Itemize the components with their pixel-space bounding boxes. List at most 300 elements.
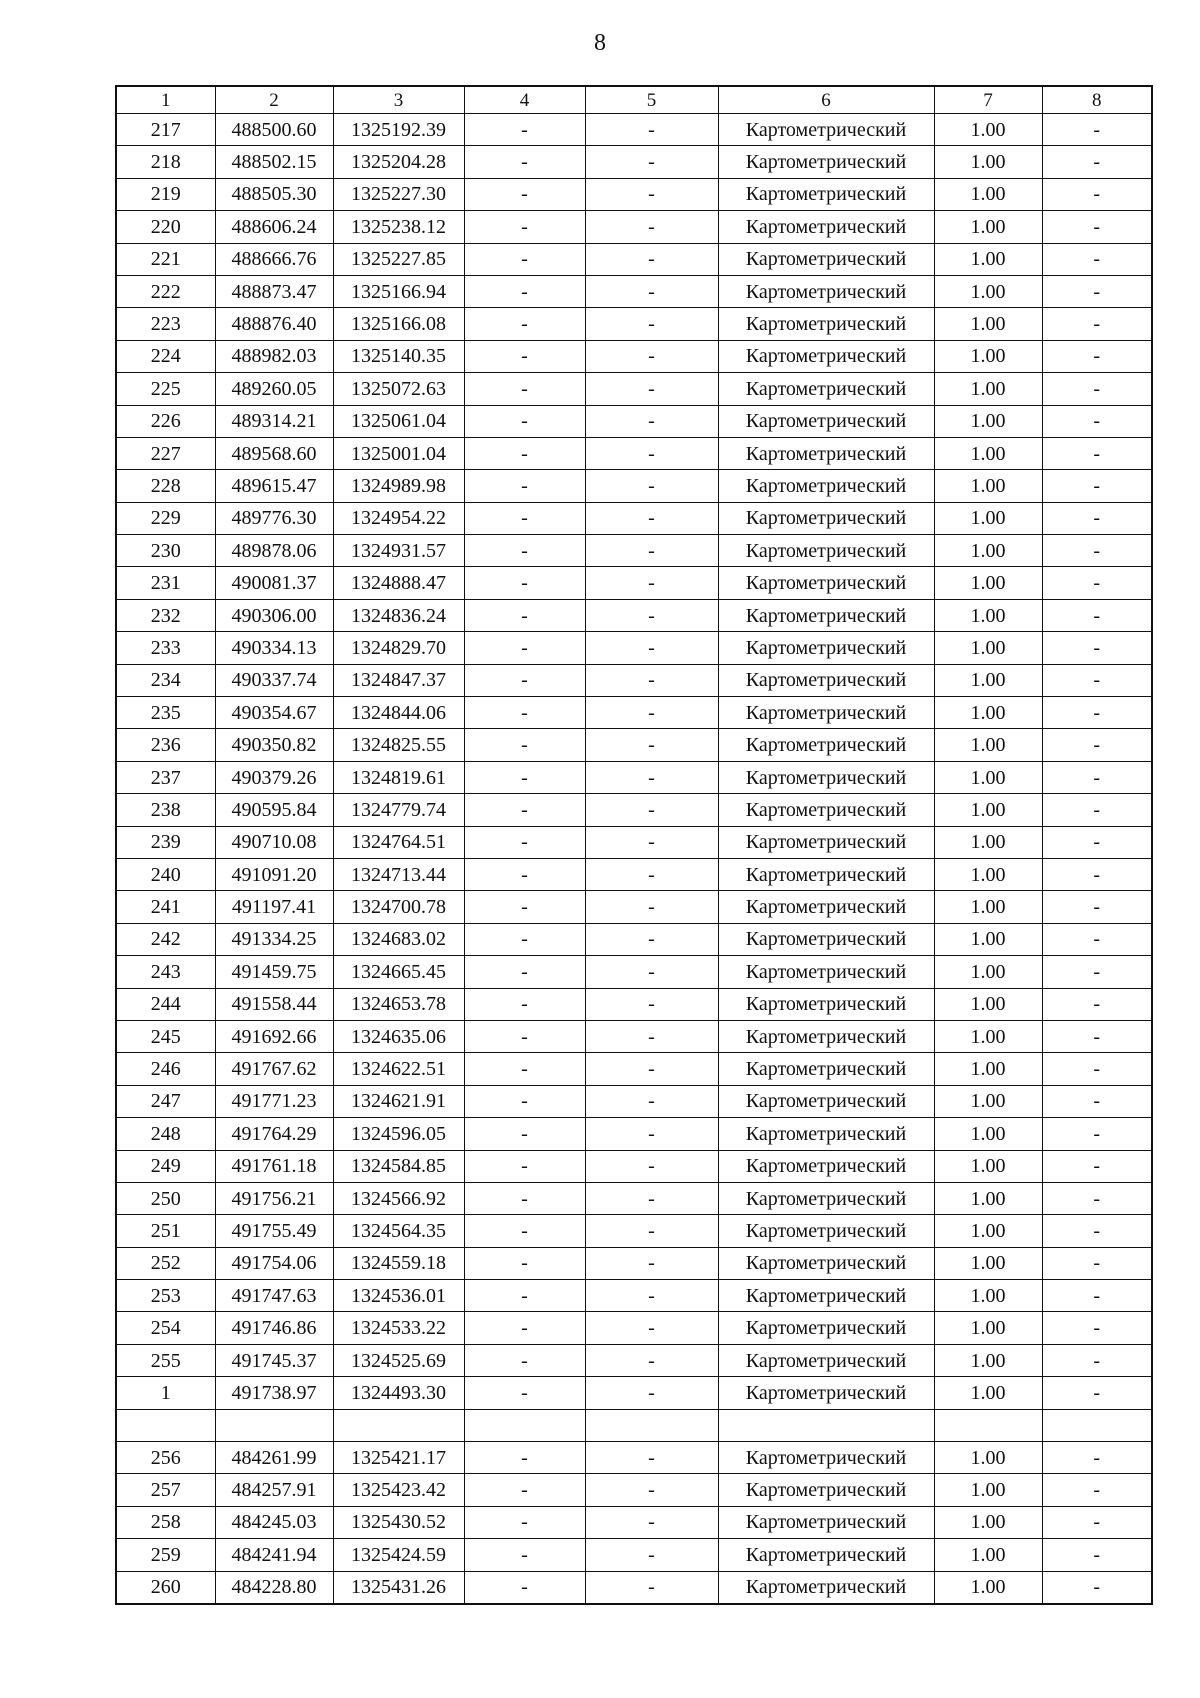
table-cell: Картометрический	[718, 599, 934, 631]
table-cell: -	[585, 1344, 718, 1376]
table-cell: -	[585, 923, 718, 955]
table-cell: 1.00	[934, 632, 1042, 664]
table-cell: 1.00	[934, 340, 1042, 372]
table-row	[116, 1344, 1152, 1376]
table-cell: -	[464, 405, 585, 437]
table-cell: 488876.40	[215, 308, 333, 340]
table-cell: Картометрический	[718, 956, 934, 988]
table-row	[116, 664, 1152, 696]
table-cell: Картометрический	[718, 114, 934, 146]
table-cell: -	[464, 891, 585, 923]
table-cell: 1324829.70	[333, 632, 464, 664]
table-cell: Картометрический	[718, 243, 934, 275]
table-cell: -	[464, 923, 585, 955]
column-header: 8	[1042, 86, 1152, 114]
table-cell: Картометрический	[718, 1474, 934, 1506]
table-cell: Картометрический	[718, 1053, 934, 1085]
table-cell: 1.00	[934, 275, 1042, 307]
table-cell: 255	[116, 1344, 215, 1376]
table-cell: 1324931.57	[333, 535, 464, 567]
table-cell: 1325166.94	[333, 275, 464, 307]
table-cell: 1325424.59	[333, 1539, 464, 1571]
table-cell: -	[1042, 956, 1152, 988]
table-cell: -	[1042, 729, 1152, 761]
table-cell: -	[585, 1085, 718, 1117]
table-cell: -	[464, 1085, 585, 1117]
table-cell: 1.00	[934, 923, 1042, 955]
table-cell: -	[1042, 1312, 1152, 1344]
table-row	[116, 211, 1152, 243]
table-cell: -	[1042, 1539, 1152, 1571]
table-cell: 488500.60	[215, 114, 333, 146]
table-cell: 1324819.61	[333, 761, 464, 793]
table-cell: -	[1042, 146, 1152, 178]
table-cell: -	[585, 1182, 718, 1214]
table-cell: -	[1042, 1215, 1152, 1247]
table-cell: 491761.18	[215, 1150, 333, 1182]
table-cell: Картометрический	[718, 146, 934, 178]
table-cell	[1042, 1409, 1152, 1441]
table-cell: 1325431.26	[333, 1571, 464, 1604]
table-cell: 491745.37	[215, 1344, 333, 1376]
table-cell	[215, 1409, 333, 1441]
table-cell: -	[1042, 275, 1152, 307]
table-cell: -	[464, 1506, 585, 1538]
table-cell: Картометрический	[718, 1377, 934, 1409]
table-cell: -	[585, 1020, 718, 1052]
table-cell: -	[464, 1118, 585, 1150]
table-cell: Картометрический	[718, 1150, 934, 1182]
table-cell: 254	[116, 1312, 215, 1344]
table-cell: 233	[116, 632, 215, 664]
table-cell: -	[585, 664, 718, 696]
table-cell: Картометрический	[718, 1280, 934, 1312]
table-cell: Картометрический	[718, 502, 934, 534]
table-cell: 247	[116, 1085, 215, 1117]
table-cell: 1325001.04	[333, 437, 464, 469]
table-row	[116, 988, 1152, 1020]
table-cell: 491764.29	[215, 1118, 333, 1150]
table-cell: 491738.97	[215, 1377, 333, 1409]
table-cell: -	[1042, 826, 1152, 858]
table-cell: -	[585, 632, 718, 664]
table-row	[116, 1474, 1152, 1506]
table-cell: 257	[116, 1474, 215, 1506]
table-cell: 1.00	[934, 1020, 1042, 1052]
table-cell: -	[1042, 114, 1152, 146]
table-cell: Картометрический	[718, 923, 934, 955]
table-cell: 251	[116, 1215, 215, 1247]
table-cell: -	[585, 1506, 718, 1538]
table-cell	[464, 1409, 585, 1441]
table-cell: -	[1042, 535, 1152, 567]
table-cell: -	[1042, 632, 1152, 664]
table-cell: -	[585, 243, 718, 275]
table-cell: Картометрический	[718, 1442, 934, 1474]
table-cell: 219	[116, 178, 215, 210]
table-cell: 1.00	[934, 664, 1042, 696]
table-cell: 1325430.52	[333, 1506, 464, 1538]
table-cell: 1.00	[934, 729, 1042, 761]
table-cell: 491746.86	[215, 1312, 333, 1344]
table-cell: 489878.06	[215, 535, 333, 567]
table-cell	[116, 1409, 215, 1441]
table-cell: -	[585, 761, 718, 793]
table-cell: 491771.23	[215, 1085, 333, 1117]
table-cell: -	[464, 437, 585, 469]
table-cell: 1.00	[934, 599, 1042, 631]
table-cell: 256	[116, 1442, 215, 1474]
table-row	[116, 697, 1152, 729]
table-cell: 1.00	[934, 988, 1042, 1020]
table-cell: 248	[116, 1118, 215, 1150]
table-cell: 484241.94	[215, 1539, 333, 1571]
table-cell: -	[464, 178, 585, 210]
table-cell: 1324536.01	[333, 1280, 464, 1312]
table-row	[116, 794, 1152, 826]
table-row	[116, 243, 1152, 275]
column-header: 7	[934, 86, 1042, 114]
table-cell: 227	[116, 437, 215, 469]
table-cell: -	[464, 988, 585, 1020]
table-cell: 222	[116, 275, 215, 307]
table-row	[116, 761, 1152, 793]
table-cell: 225	[116, 373, 215, 405]
table-cell: Картометрический	[718, 858, 934, 890]
table-cell: 488502.15	[215, 146, 333, 178]
table-cell: -	[1042, 988, 1152, 1020]
table-row	[116, 923, 1152, 955]
table-cell: 1.00	[934, 697, 1042, 729]
table-cell: -	[585, 891, 718, 923]
table-cell: -	[1042, 1020, 1152, 1052]
table-cell: -	[1042, 1150, 1152, 1182]
table-row	[116, 1053, 1152, 1085]
table-cell: -	[464, 826, 585, 858]
table-row	[116, 405, 1152, 437]
table-cell: 1.00	[934, 1474, 1042, 1506]
table-cell: 1.00	[934, 243, 1042, 275]
table-cell: -	[464, 761, 585, 793]
table-cell: -	[585, 1539, 718, 1571]
table-cell: 1.00	[934, 1182, 1042, 1214]
table-cell: 245	[116, 1020, 215, 1052]
table-cell: -	[464, 535, 585, 567]
table-cell: Картометрический	[718, 1215, 934, 1247]
table-cell: 491459.75	[215, 956, 333, 988]
table-cell: 1325423.42	[333, 1474, 464, 1506]
table-cell: -	[1042, 308, 1152, 340]
table-cell: 1324559.18	[333, 1247, 464, 1279]
table-cell: -	[585, 599, 718, 631]
table-cell: -	[464, 1182, 585, 1214]
table-row	[116, 146, 1152, 178]
table-row	[116, 1150, 1152, 1182]
table-cell: -	[585, 567, 718, 599]
table-cell: 1324888.47	[333, 567, 464, 599]
table-cell: -	[1042, 1474, 1152, 1506]
table-cell: 1324566.92	[333, 1182, 464, 1214]
table-cell: -	[464, 1539, 585, 1571]
table-cell: 236	[116, 729, 215, 761]
table-row	[116, 1409, 1152, 1441]
table-cell: Картометрический	[718, 1118, 934, 1150]
table-cell: 1324779.74	[333, 794, 464, 826]
coordinates-table	[115, 85, 1153, 1605]
table-cell: 1324564.35	[333, 1215, 464, 1247]
table-cell: 234	[116, 664, 215, 696]
table-cell: 1.00	[934, 1118, 1042, 1150]
table-cell: 1.00	[934, 405, 1042, 437]
table-cell: 1.00	[934, 1215, 1042, 1247]
table-cell: Картометрический	[718, 826, 934, 858]
table-cell: -	[585, 1280, 718, 1312]
table-row	[116, 1215, 1152, 1247]
table-cell: 1325166.08	[333, 308, 464, 340]
table-cell: 1.00	[934, 502, 1042, 534]
table-cell: 1325421.17	[333, 1442, 464, 1474]
table-cell: -	[1042, 923, 1152, 955]
table-cell: 491334.25	[215, 923, 333, 955]
table-cell: -	[585, 826, 718, 858]
table-cell: -	[585, 373, 718, 405]
table-row	[116, 437, 1152, 469]
column-header: 4	[464, 86, 585, 114]
table-cell: Картометрический	[718, 470, 934, 502]
table-cell: -	[464, 275, 585, 307]
table-cell: -	[1042, 1571, 1152, 1604]
table-cell: 1325192.39	[333, 114, 464, 146]
table-cell: 229	[116, 502, 215, 534]
table-cell: 1324622.51	[333, 1053, 464, 1085]
table-cell: -	[585, 340, 718, 372]
table-cell: 1.00	[934, 1344, 1042, 1376]
table-cell: -	[464, 114, 585, 146]
table-cell: Картометрический	[718, 1085, 934, 1117]
table-cell: -	[464, 1474, 585, 1506]
table-cell: Картометрический	[718, 664, 934, 696]
table-cell: 484257.91	[215, 1474, 333, 1506]
table-cell: -	[464, 1053, 585, 1085]
table-cell: -	[464, 1280, 585, 1312]
table-cell: -	[464, 146, 585, 178]
table-cell: -	[1042, 891, 1152, 923]
table-cell	[934, 1409, 1042, 1441]
table-cell: -	[464, 308, 585, 340]
page-number: 8	[594, 30, 606, 56]
table-cell: 484228.80	[215, 1571, 333, 1604]
table-cell: 1325227.85	[333, 243, 464, 275]
table-cell: 1324825.55	[333, 729, 464, 761]
table-cell: 490595.84	[215, 794, 333, 826]
column-header: 3	[333, 86, 464, 114]
table-cell: -	[1042, 373, 1152, 405]
table-cell: 488873.47	[215, 275, 333, 307]
table-cell: 224	[116, 340, 215, 372]
table-cell: 1.00	[934, 114, 1042, 146]
table-cell: 1.00	[934, 1539, 1042, 1571]
table-cell: 1.00	[934, 826, 1042, 858]
table-cell: 489314.21	[215, 405, 333, 437]
table-cell: 1324683.02	[333, 923, 464, 955]
table-cell: 490334.13	[215, 632, 333, 664]
table-cell: Картометрический	[718, 1539, 934, 1571]
table-cell: Картометрический	[718, 373, 934, 405]
table-cell: 490337.74	[215, 664, 333, 696]
table-cell: 491558.44	[215, 988, 333, 1020]
table-cell: -	[464, 632, 585, 664]
table-cell: -	[464, 1571, 585, 1604]
table-row	[116, 599, 1152, 631]
table-cell: 1.00	[934, 470, 1042, 502]
table-cell: 1325072.63	[333, 373, 464, 405]
table-row	[116, 1020, 1152, 1052]
table-cell: Картометрический	[718, 1020, 934, 1052]
table-row	[116, 178, 1152, 210]
table-cell: Картометрический	[718, 729, 934, 761]
table-cell: 1.00	[934, 178, 1042, 210]
table-cell: 1.00	[934, 956, 1042, 988]
table-cell: 1.00	[934, 1442, 1042, 1474]
table-cell: -	[585, 470, 718, 502]
table-cell: 1324635.06	[333, 1020, 464, 1052]
table-cell: 491767.62	[215, 1053, 333, 1085]
table-cell: -	[585, 697, 718, 729]
table-row	[116, 1085, 1152, 1117]
table-row	[116, 891, 1152, 923]
table-cell: 1.00	[934, 1247, 1042, 1279]
table-cell: 226	[116, 405, 215, 437]
table-cell: 260	[116, 1571, 215, 1604]
table-cell: -	[464, 794, 585, 826]
table-cell: -	[464, 373, 585, 405]
table-cell: Картометрический	[718, 761, 934, 793]
table-cell: 1.00	[934, 211, 1042, 243]
table-cell: 489260.05	[215, 373, 333, 405]
table-row	[116, 858, 1152, 890]
table-cell: 1324836.24	[333, 599, 464, 631]
table-cell: 490350.82	[215, 729, 333, 761]
table-cell: 491197.41	[215, 891, 333, 923]
table-cell	[333, 1409, 464, 1441]
table-cell: 491747.63	[215, 1280, 333, 1312]
table-cell: 1324493.30	[333, 1377, 464, 1409]
table-cell: 1.00	[934, 373, 1042, 405]
table-cell: Картометрический	[718, 437, 934, 469]
table-cell: -	[1042, 211, 1152, 243]
table-cell	[718, 1409, 934, 1441]
table-cell: -	[1042, 794, 1152, 826]
table-row	[116, 1312, 1152, 1344]
table-cell: -	[1042, 1085, 1152, 1117]
table-cell: 491692.66	[215, 1020, 333, 1052]
table-cell: 253	[116, 1280, 215, 1312]
table-cell: -	[1042, 567, 1152, 599]
table-cell: 252	[116, 1247, 215, 1279]
table-cell: 484261.99	[215, 1442, 333, 1474]
table-cell: -	[1042, 1053, 1152, 1085]
table-cell: Картометрический	[718, 567, 934, 599]
table-cell: Картометрический	[718, 405, 934, 437]
table-cell: 1	[116, 1377, 215, 1409]
table-cell: -	[585, 1474, 718, 1506]
table-cell: -	[585, 1150, 718, 1182]
table-cell: 491754.06	[215, 1247, 333, 1279]
table-cell: -	[1042, 697, 1152, 729]
table-cell: 217	[116, 114, 215, 146]
table-cell: -	[1042, 761, 1152, 793]
table-cell: 249	[116, 1150, 215, 1182]
table-cell: 1.00	[934, 535, 1042, 567]
table-cell: 1.00	[934, 794, 1042, 826]
column-header: 6	[718, 86, 934, 114]
table-cell: -	[585, 437, 718, 469]
table-cell: -	[585, 1442, 718, 1474]
table-row	[116, 1247, 1152, 1279]
table-cell: -	[585, 502, 718, 534]
table-cell: 1.00	[934, 1085, 1042, 1117]
table-cell: -	[585, 956, 718, 988]
table-cell: 235	[116, 697, 215, 729]
table-cell: Картометрический	[718, 1182, 934, 1214]
table-cell: -	[464, 697, 585, 729]
table-cell: 244	[116, 988, 215, 1020]
table-cell: -	[1042, 178, 1152, 210]
table-cell: -	[464, 1150, 585, 1182]
table-row	[116, 826, 1152, 858]
table-cell: -	[585, 988, 718, 1020]
table-cell: -	[1042, 1182, 1152, 1214]
table-cell: -	[464, 1344, 585, 1376]
table-cell: 1324533.22	[333, 1312, 464, 1344]
table-cell: -	[585, 146, 718, 178]
table-cell: 1324653.78	[333, 988, 464, 1020]
table-cell: 1325227.30	[333, 178, 464, 210]
table-cell: -	[585, 1118, 718, 1150]
table-row	[116, 502, 1152, 534]
table-cell: 223	[116, 308, 215, 340]
table-row	[116, 1506, 1152, 1538]
table-cell: -	[464, 956, 585, 988]
table-cell: -	[464, 1020, 585, 1052]
table-cell: -	[585, 308, 718, 340]
table-cell: -	[1042, 470, 1152, 502]
table-cell: 1324525.69	[333, 1344, 464, 1376]
table-cell: 238	[116, 794, 215, 826]
table-cell: -	[1042, 1280, 1152, 1312]
table-row	[116, 275, 1152, 307]
table-cell: 490306.00	[215, 599, 333, 631]
table-cell: 237	[116, 761, 215, 793]
table-cell: -	[464, 340, 585, 372]
table-cell: -	[585, 729, 718, 761]
table-cell: -	[464, 502, 585, 534]
column-header: 5	[585, 86, 718, 114]
table-cell: -	[585, 1053, 718, 1085]
table-cell: -	[1042, 664, 1152, 696]
table-cell: -	[1042, 1247, 1152, 1279]
table-cell: -	[585, 1215, 718, 1247]
table-row	[116, 1182, 1152, 1214]
table-row	[116, 1539, 1152, 1571]
table-cell: -	[1042, 437, 1152, 469]
table-cell: Картометрический	[718, 211, 934, 243]
table-cell: Картометрический	[718, 1344, 934, 1376]
table-cell: Картометрический	[718, 178, 934, 210]
table-cell: -	[1042, 405, 1152, 437]
table-cell: 491091.20	[215, 858, 333, 890]
table-cell: Картометрический	[718, 632, 934, 664]
